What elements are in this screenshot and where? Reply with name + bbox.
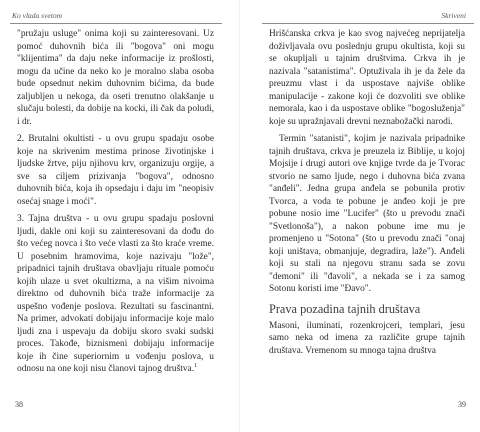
paragraph-text: 3. Tajna društva - u ovu grupu spadaju poslovni ljudi, dakle oni koji su zainteresovani da dođu do što većeg novca i što veće vlasti za što kraće vreme. U posebnim hramovima, koje nazivaju "lože", pripadnici tajnih društava obavljaju rituale pomoću kojih ulaze u svet okultizma, a na višim nivoima direktno od duhovnih bića traže informacije za uspešno vođenje poslova. Rezultati su fascinantni. Na primer, advokati dobijaju informacije koje malo ljudi zna i uspevaju da dobiju skoro svaki sudski proces. Takođe, biznismeni dobijaju informacije koje ih čine superiornim u vođenju poslova, u odnosu na one koji nisu članovi tajnog društva.: [17, 214, 214, 374]
page-number-left: 38: [15, 400, 23, 409]
paragraph: 2. Brutalni okultisti - u ovu grupu spadaju osobe koje na skrivenim mestima prinose životinjske i ljudske žrtve, piju njihovu krv, organizuju orgije, a sve sa ciljem prizivanja "bogova", odnosno duhovnih bića, koja ih opsedaju i daju im "neopisiv osećaj snage i moći".: [17, 134, 214, 207]
header-rule-left: [10, 23, 222, 24]
paragraph: Masoni, iluminati, rozenkrojceri, templari, jesu samo neka od imena za različite grupe tajnih društava. Vremenom su mnoga tajna društva: [269, 320, 465, 356]
paragraph: Hrišćanska crkva je kao svog najvećeg neprijatelja doživljavala ovu poslednju grupu okultista, koji su se okupljali u tajnim društvima. Crkva ih je nazivala "satanistima". Optuživala ih je da žele da preuzmu vlast i da uspostave najviše oblike manipulacije - zakone koji će dozvoliti sve oblike nemorala, kao i da uspostave oblike "bogosluženja" koje su upražnjavali drevni neznabožački narodi.: [269, 29, 465, 127]
paragraph: Termin "satanisti", kojim je nazivala pripadnike tajnih društava, crkva je preuzela iz Biblije, u kojoj Mojsije i drugi autori ove knjige tvrde da je Tvorac stvorio ne samo ljude, nego i duhovna bića zvana "anđeli". Jedna grupa anđela se pobunila protiv Tvorca, a voda te pobune je anđeo koji je pre pobune nosio ime "Lucifer" (što u prevodu znači "Svetlonoša"), a nakon pobune ime mu je promenjeno u "Sotona" (što u prevodu znači "onaj koji uništava, obmanjuje, degradira, laže"). Anđeli koji su stali na njegovu stranu sada se zovu "demoni" ili "đavoli", a nekada se i za samog Sotonu koristi ime "Đavo".: [269, 134, 465, 294]
running-head-left: Ko vlada svetom: [12, 11, 62, 20]
paragraph: [17, 213, 214, 376]
right-text-column: [269, 28, 465, 362]
footnote-reference: 1: [194, 362, 198, 369]
left-text-column: [17, 28, 214, 381]
right-page: [240, 0, 480, 432]
page-number-right: 39: [458, 400, 466, 409]
header-rule-right: [262, 23, 474, 24]
section-heading: Prava pozadina tajnih društava: [269, 301, 421, 316]
paragraph: "pružaju usluge" onima koji su zainteresovani. Uz pomoć duhovnih bića ili "bogova" oni mogu "klijentima" da daju neke informacije iz prošlosti, mogu da učine da neko ko je moralno slaba osoba bude opsednut nekim duhovnim bićima, da bude zaljubljen u nekoga, da oseti trenutno olakšanje u slučaju bolesti, da dobije na kocki, ili čak da poludi, i dr.: [17, 29, 214, 127]
running-head-right: Skriveni: [441, 11, 466, 20]
